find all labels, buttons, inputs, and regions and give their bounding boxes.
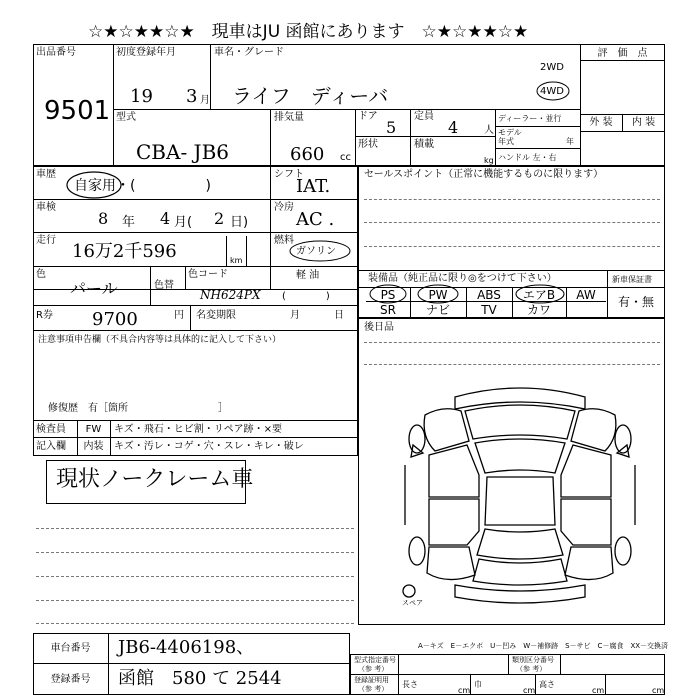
inspector-row1: キズ・飛石・ヒビ割・リペア跡・×要 [114,424,282,435]
inspection-year-unit: 年 [122,215,136,230]
handle-label: ハンドル 左・右 [498,153,557,162]
equip-airbag: エアB [522,288,556,302]
spare-label: スペア [402,599,423,607]
recycle-label: R券 [36,310,53,321]
body-shape-label: 形状 [358,139,378,150]
type-spec-sub: （参 考） [358,665,389,673]
aircon-label: 冷房 [274,202,294,213]
color-code-label: 色コード [188,269,228,280]
capacity: 4 [448,118,459,137]
equip-tv: TV [481,303,497,317]
recycle-unit: 円 [174,310,184,321]
inspector-int: 内装 [83,441,104,452]
evaluation-label: 評 価 点 [597,48,648,59]
model-name: ライフ ディーバ [232,84,389,108]
load-unit: kg [484,156,494,165]
exterior-label: 外 装 [589,117,613,128]
inspector-fw: FW [85,424,102,435]
history-label: 車歴 [36,169,56,180]
reg-cert-sub: （参 考） [358,685,389,693]
chassis-label: 車台番号 [50,643,91,654]
mileage: 16万2千596 [72,241,177,262]
displacement-label: 排気量 [274,112,304,123]
equip-navi: ナビ [425,303,450,317]
first-reg-month-unit: 月 [200,95,210,106]
shift: IAT. [296,176,331,197]
equipment-circles [366,284,606,306]
lot-label: 出品番号 [36,47,76,58]
color-label: 色 [36,269,46,280]
fuel-label: 燃料 [274,235,294,246]
equip-abs: ABS [477,288,501,302]
post-date-label: 後日品 [364,322,394,333]
recycle: 9700 [92,309,138,330]
doors: 5 [386,118,397,137]
class-num-sub: （参 考） [516,665,547,673]
chassis-number: JB6-4406198、 [118,637,255,658]
name-change-month: 月 [290,310,300,321]
equip-sr: SR [380,303,396,317]
first-reg-label: 初度登録年月 [116,47,176,58]
color-code: NH624PX [200,288,261,302]
capacity-label: 定員 [414,111,434,122]
equip-aw: AW [576,288,596,302]
interior-label: 内 装 [631,117,656,128]
dealer-label: ディーラー・並行 [498,114,562,123]
new-warranty-label: 新車保証書 [612,275,652,284]
name-change-label: 名変期限 [196,310,236,321]
stamp: 現状ノークレーム車 [56,467,254,492]
reg-number-label: 登録番号 [50,674,91,685]
model-year-label: モデル 年式 [498,128,522,146]
fuel-gasoline: ガソリン [296,246,336,257]
equip-leather: カワ [526,303,551,317]
dim-length-unit: cm [458,686,471,695]
drive-circle [535,80,571,102]
reg-number: 函館 580 て 2544 [118,668,282,689]
lot-number: 9501 [44,96,111,126]
first-reg-year: 19 [130,86,153,107]
history-circle [66,171,122,199]
dim-width: 巾 [474,680,482,689]
equipment-label: 装備品（純正品に限り◎をつけて下さい） [368,273,557,284]
equip-ps: PS [380,288,396,302]
model-code: CBA- JB6 [136,140,229,164]
displacement: 660 [290,144,325,165]
history: 自家用・( ) [74,178,211,194]
doors-label: ドア [358,111,378,122]
inspection-day: 2 [214,209,225,228]
color: パール [70,279,118,298]
mileage-unit: km [230,256,243,265]
repaint-label: 色替 [154,280,174,291]
damage-legend: A－キズ E－エクボ U－凹み W－補修跡 S－サビ C－腐食 XX－交換済 [418,642,669,650]
banner: ☆★☆★★☆★ 現車はJU 函館にあります ☆★☆★★☆★ [88,22,529,42]
dim-width-unit: cm [523,686,536,695]
model-name-label: 車名・グレード [214,47,284,58]
year-unit: 年 [566,137,574,146]
fuel-circle [288,240,352,262]
model-code-label: 型式 [116,112,136,123]
fuel-diesel: 軽 油 [296,270,320,281]
dim-extra-unit: cm [652,686,665,695]
reg-cert-label: 登録証明用 [354,676,389,684]
load-label: 積載 [414,139,434,150]
drive-4wd: 4WD [540,86,564,97]
drive-2wd: 2WD [540,62,564,73]
capacity-unit: 人 [484,125,494,136]
dim-height: 高さ [539,680,555,689]
mileage-label: 走行 [36,235,56,246]
car-diagram [395,375,645,615]
notes-label: 注意事項申告欄（不具合内容等は具体的に記入して下さい） [38,335,282,345]
inspector-record: 記入欄 [36,441,66,452]
sales-point-label: セールスポイント（正常に機能するものに限ります） [364,169,604,180]
displacement-unit: cc [340,152,351,163]
name-change-day: 日 [334,310,344,321]
inspection-label: 車検 [36,202,56,213]
dim-length: 長さ [402,680,418,689]
fuel-other: ( ) [282,291,330,302]
inspection-day-unit: 日) [230,215,249,230]
type-spec-label: 型式指定番号 [354,656,396,664]
first-reg-month: 3 [186,86,198,107]
inspection-month: 4 [160,209,171,228]
inspection-month-unit: 月( [174,215,193,230]
inspector-row2: キズ・汚レ・コゲ・穴・スレ・キレ・破レ [114,441,304,452]
dim-height-unit: cm [592,686,605,695]
aircon: AC . [296,209,335,230]
inspection-year: 8 [98,209,109,228]
inspector-check: 検査員 [36,424,66,435]
equip-pw: PW [428,288,448,302]
shift-label: シフト [274,169,304,180]
repair-history: 修復歴 有［箇所 ］ [48,403,228,414]
class-num-label: 類別区分番号 [512,656,554,664]
new-warranty: 有・無 [618,295,655,309]
